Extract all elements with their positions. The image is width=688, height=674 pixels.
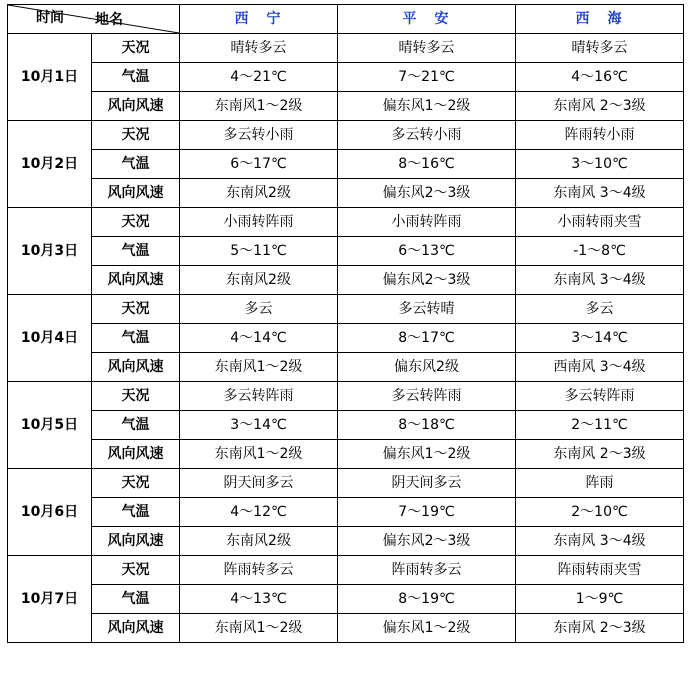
forecast-table (7, 4, 684, 643)
temp-value-cell: 4～21℃ (180, 63, 338, 92)
wind-value-cell: 西南风 3～4级 (516, 353, 684, 382)
row-label: 气温 (92, 324, 180, 353)
temp-value-cell: 4～12℃ (180, 498, 338, 527)
sky-value-cell: 多云转小雨 (180, 121, 338, 150)
row-label: 天况 (92, 382, 180, 411)
row-label: 气温 (92, 585, 180, 614)
wind-value-cell: 东南风 2～3级 (516, 92, 684, 121)
sky-value-cell: 多云转晴 (338, 295, 516, 324)
sky-value-cell: 阵雨转小雨 (516, 121, 684, 150)
row-label: 天况 (92, 469, 180, 498)
date-cell: 10月6日 (8, 469, 92, 556)
date-cell: 10月5日 (8, 382, 92, 469)
row-label: 天况 (92, 34, 180, 63)
row-label: 天况 (92, 556, 180, 585)
sky-row (8, 121, 684, 150)
row-label: 风向风速 (92, 527, 180, 556)
date-cell: 10月2日 (8, 121, 92, 208)
temp-value-cell: 8～16℃ (338, 150, 516, 179)
row-label: 气温 (92, 498, 180, 527)
wind-value-cell: 偏东风1～2级 (338, 92, 516, 121)
wind-value-cell: 东南风1～2级 (180, 440, 338, 469)
row-label: 风向风速 (92, 179, 180, 208)
temp-row (8, 63, 684, 92)
row-label: 气温 (92, 411, 180, 440)
date-cell: 10月7日 (8, 556, 92, 643)
wind-row (8, 179, 684, 208)
sky-row (8, 295, 684, 324)
temp-value-cell: 4～14℃ (180, 324, 338, 353)
sky-row (8, 208, 684, 237)
temp-value-cell: 2～11℃ (516, 411, 684, 440)
wind-value-cell: 东南风1～2级 (180, 92, 338, 121)
wind-value-cell: 东南风 3～4级 (516, 527, 684, 556)
wind-value-cell: 偏东风2～3级 (338, 527, 516, 556)
sky-value-cell: 多云转阵雨 (338, 382, 516, 411)
sky-value-cell: 多云转阵雨 (516, 382, 684, 411)
sky-row (8, 556, 684, 585)
temp-value-cell: 4～13℃ (180, 585, 338, 614)
sky-value-cell: 多云转阵雨 (180, 382, 338, 411)
wind-row (8, 92, 684, 121)
date-cell: 10月4日 (8, 295, 92, 382)
place-header-xining: 西 宁 (180, 5, 338, 34)
place-axis-label: 地名 (95, 12, 123, 28)
temp-row (8, 324, 684, 353)
row-label: 风向风速 (92, 353, 180, 382)
temp-value-cell: 7～19℃ (338, 498, 516, 527)
sky-value-cell: 小雨转阵雨 (180, 208, 338, 237)
time-axis-label: 时间 (36, 10, 64, 26)
place-header-pingan: 平 安 (338, 5, 516, 34)
temp-row (8, 150, 684, 179)
temp-value-cell: 2～10℃ (516, 498, 684, 527)
wind-value-cell: 东南风1～2级 (180, 353, 338, 382)
wind-value-cell: 东南风2级 (180, 266, 338, 295)
temp-value-cell: 5～11℃ (180, 237, 338, 266)
sky-value-cell: 晴转多云 (516, 34, 684, 63)
wind-value-cell: 东南风 2～3级 (516, 614, 684, 643)
sky-value-cell: 阵雨转多云 (180, 556, 338, 585)
sky-value-cell: 多云 (180, 295, 338, 324)
temp-value-cell: 3～14℃ (180, 411, 338, 440)
temp-value-cell: 7～21℃ (338, 63, 516, 92)
sky-value-cell: 阴天间多云 (180, 469, 338, 498)
temp-value-cell: 8～19℃ (338, 585, 516, 614)
sky-value-cell: 小雨转雨夹雪 (516, 208, 684, 237)
header-row (8, 5, 684, 34)
temp-value-cell: 3～10℃ (516, 150, 684, 179)
wind-value-cell: 东南风2级 (180, 527, 338, 556)
sky-value-cell: 阴天间多云 (338, 469, 516, 498)
wind-value-cell: 偏东风1～2级 (338, 440, 516, 469)
diagonal-divider (8, 5, 179, 33)
sky-value-cell: 阵雨 (516, 469, 684, 498)
wind-row (8, 353, 684, 382)
row-label: 风向风速 (92, 266, 180, 295)
date-cell: 10月3日 (8, 208, 92, 295)
sky-row (8, 34, 684, 63)
row-label: 气温 (92, 63, 180, 92)
temp-row (8, 411, 684, 440)
temp-value-cell: 3～14℃ (516, 324, 684, 353)
temp-row (8, 237, 684, 266)
wind-value-cell: 东南风2级 (180, 179, 338, 208)
temp-value-cell: -1～8℃ (516, 237, 684, 266)
place-header-xihai: 西 海 (516, 5, 684, 34)
row-label: 风向风速 (92, 440, 180, 469)
sky-value-cell: 晴转多云 (180, 34, 338, 63)
row-label: 天况 (92, 295, 180, 324)
row-label: 气温 (92, 150, 180, 179)
date-cell: 10月1日 (8, 34, 92, 121)
row-label: 风向风速 (92, 614, 180, 643)
wind-value-cell: 偏东风2级 (338, 353, 516, 382)
wind-value-cell: 偏东风1～2级 (338, 614, 516, 643)
row-label: 天况 (92, 121, 180, 150)
sky-value-cell: 阵雨转多云 (338, 556, 516, 585)
wind-value-cell: 偏东风2～3级 (338, 179, 516, 208)
wind-row (8, 440, 684, 469)
temp-value-cell: 1～9℃ (516, 585, 684, 614)
temp-row (8, 585, 684, 614)
temp-value-cell: 6～17℃ (180, 150, 338, 179)
wind-value-cell: 东南风 3～4级 (516, 179, 684, 208)
sky-value-cell: 小雨转阵雨 (338, 208, 516, 237)
sky-value-cell: 多云 (516, 295, 684, 324)
wind-value-cell: 东南风1～2级 (180, 614, 338, 643)
row-label: 气温 (92, 237, 180, 266)
temp-value-cell: 8～17℃ (338, 324, 516, 353)
wind-row (8, 266, 684, 295)
wind-value-cell: 偏东风2～3级 (338, 266, 516, 295)
temp-value-cell: 4～16℃ (516, 63, 684, 92)
wind-value-cell: 东南风 3～4级 (516, 266, 684, 295)
sky-row (8, 382, 684, 411)
temp-row (8, 498, 684, 527)
wind-row (8, 527, 684, 556)
sky-row (8, 469, 684, 498)
wind-value-cell: 东南风 2～3级 (516, 440, 684, 469)
corner-header-cell (8, 5, 180, 34)
temp-value-cell: 6～13℃ (338, 237, 516, 266)
row-label: 风向风速 (92, 92, 180, 121)
temp-value-cell: 8～18℃ (338, 411, 516, 440)
sky-value-cell: 晴转多云 (338, 34, 516, 63)
wind-row (8, 614, 684, 643)
sky-value-cell: 阵雨转雨夹雪 (516, 556, 684, 585)
row-label: 天况 (92, 208, 180, 237)
sky-value-cell: 多云转小雨 (338, 121, 516, 150)
